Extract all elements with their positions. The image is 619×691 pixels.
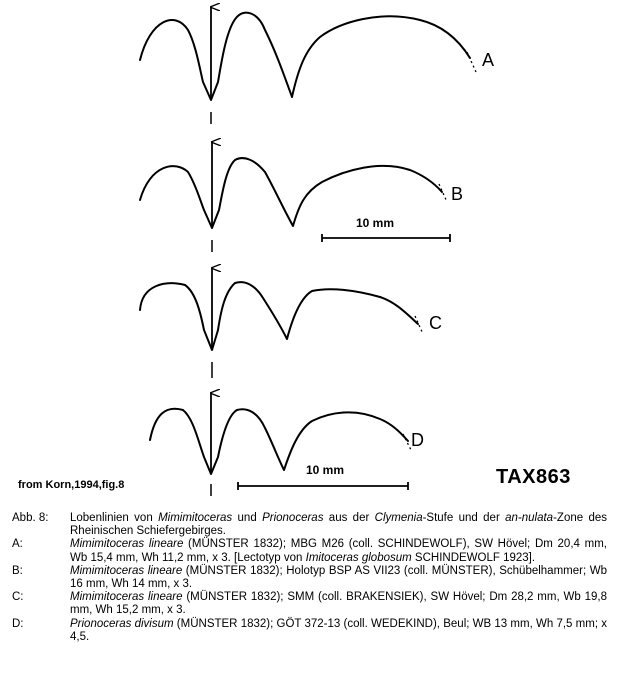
suture-line-c — [140, 282, 418, 350]
caption-text — [70, 538, 607, 564]
source-note: from Korn,1994,fig.8 — [18, 479, 125, 491]
figure-caption — [12, 512, 607, 644]
suture-label-c: C — [429, 313, 442, 333]
caption-text-run: (MÜNSTER 1832); Holotyp BSP AS VII23 (coll. MÜNSTER), Schübelhammer; Wb 16 mm, Wh 14 mm, x 3. — [70, 564, 607, 591]
caption-text-run: und — [232, 512, 263, 524]
suture-end-tick-c — [415, 316, 423, 334]
caption-text-run: -Stufe und der — [422, 512, 506, 524]
caption-text-run: -Zone des Rheinischen Schiefergebirges. — [70, 512, 608, 538]
caption-row — [12, 618, 607, 644]
taxon-name: Clymenia — [374, 512, 423, 524]
caption-key: B: — [12, 564, 23, 577]
suture-end-tick-b — [439, 184, 447, 202]
caption-text-run: (MÜNSTER 1832); MBG M26 (coll. SCHINDEWOLF), SW Hövel; Dm 20,4 mm, Wb 15,4 mm, Wh 11,2 mm, x 3. [Lectotyp von — [70, 538, 607, 564]
caption-key: A: — [12, 538, 23, 551]
caption-text — [70, 512, 607, 538]
caption-text-run: (MÜNSTER 1832); GÖT 372-13 (coll. WEDEKIND), Beul; WB 13 mm, Wh 7,5 mm; x 4,5. — [70, 617, 608, 643]
caption-key: Abb. 8: — [12, 512, 49, 524]
caption-row — [12, 565, 607, 591]
caption-text-run: aus der — [323, 512, 375, 524]
caption-row — [12, 538, 607, 564]
taxon-name: Prionoceras divisum — [70, 617, 174, 630]
caption-text — [70, 618, 607, 644]
taxon-name: an-nulata — [505, 512, 554, 524]
caption-key: D: — [12, 617, 24, 630]
caption-key: C: — [12, 591, 24, 604]
suture-label-d: D — [411, 430, 424, 450]
suture-label-b: B — [451, 184, 464, 204]
caption-text-run: SCHINDEWOLF 1923]. — [411, 551, 536, 564]
caption-row — [12, 512, 607, 538]
caption-text — [70, 565, 607, 591]
taxon-name: Imitoceras globosum — [305, 551, 412, 564]
caption-text-run: (MÜNSTER 1832); SMM (coll. BRAKENSIEK), SW Hövel; Dm 28,2 mm, Wb 19,8 mm, Wh 15,2 mm, x 3. — [70, 591, 607, 617]
taxon-name: Mimimitoceras — [158, 512, 233, 524]
suture-label-a: A — [482, 50, 495, 70]
suture-line-b — [140, 158, 442, 228]
suture-line-a — [140, 13, 470, 100]
taxon-name: Prionoceras — [262, 512, 324, 524]
caption-text — [70, 591, 607, 617]
specimen-id: TAX863 — [496, 466, 571, 488]
suture-line-d — [150, 409, 408, 474]
scale-bar-2-label: 10 mm — [306, 463, 345, 477]
caption-text-run: Lobenlinien von — [70, 512, 159, 524]
taxon-name: Mimimitoceras lineare — [70, 591, 183, 604]
taxon-name: Mimimitoceras lineare — [70, 538, 184, 551]
scale-bar-1-label: 10 mm — [356, 216, 395, 230]
caption-row — [12, 591, 607, 617]
taxon-name: Mimimitoceras lineare — [70, 564, 183, 577]
